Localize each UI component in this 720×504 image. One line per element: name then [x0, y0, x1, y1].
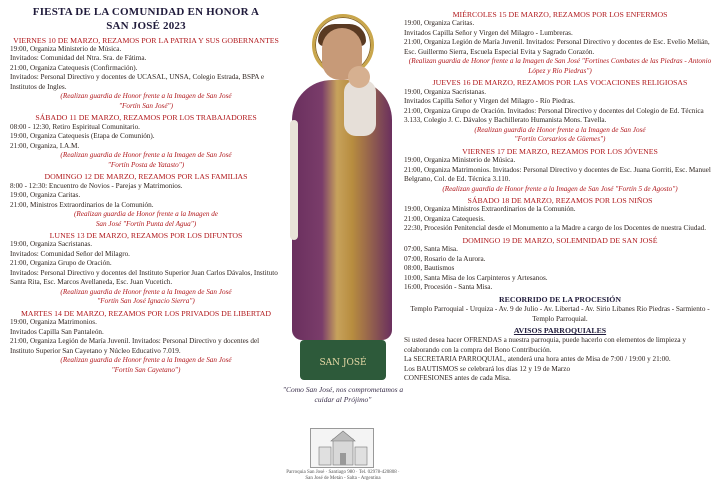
honor-guard-note: (Realizan guardia de Honor frente a la Imagen de San José "Fortín 5 de Agosto")	[442, 184, 678, 193]
schedule-line: 19:00, Organiza Ministerio de Música.	[404, 156, 516, 165]
honor-guard-note: (Realizan guardia de Honor frente a la Imagen de San José	[60, 92, 232, 101]
schedule-line: Invitados Capilla Señor y Virgen del Milagro - Lumbreras.	[404, 28, 573, 37]
child-head	[348, 66, 370, 88]
honor-guard-note: "Fortín Posta de Yatasto")	[107, 160, 185, 169]
honor-guard-note: San José "Fortín Punta del Agua")	[95, 219, 197, 228]
statue-label: SAN JOSÉ	[319, 358, 367, 368]
day-heading: MIÉRCOLES 15 DE MARZO, REZAMOS POR LOS ENFERMOS	[452, 10, 668, 19]
schedule-line: 10:00, Santa Misa de los Carpinteros y Artesanos.	[404, 273, 548, 282]
schedule-line: 21:00, Organiza Legión de María Juvenil. Invitados: Personal Directivo y docentes de Esc. Evelio Melián, Esc. Guillermo Sierra, Escuela Especial Evita y Sagrado Corazón.	[404, 38, 710, 56]
schedule-line: 22:30, Procesión Penitencial desde el Monumento a la Madre a cargo de los Docentes de nuestra Ciudad.	[404, 224, 707, 233]
honor-guard-note: "Fortín San José Ignacio Sierra")	[97, 297, 195, 306]
schedule-line: 19:00, Organiza Caritas.	[10, 191, 81, 200]
day-heading: DOMINGO 19 DE MARZO, SOLEMNIDAD DE SAN JOSÉ	[462, 235, 658, 245]
day-heading: SÁBADO 11 DE MARZO, REZAMOS POR LOS TRABAJADORES	[35, 113, 257, 123]
honor-guard-note: (Realizan guardia de Honor frente a la Imagen de San José	[60, 151, 232, 160]
schedule-line: Invitados Capilla San Pantaleón.	[10, 327, 104, 336]
schedule-line: 19:00, Organiza Catequesis (Etapa de Comunión).	[10, 132, 155, 141]
right-column	[404, 0, 716, 384]
day-heading: LUNES 13 DE MARZO, REZAMOS POR LOS DIFUNTOS	[49, 231, 243, 241]
child-figure	[344, 80, 376, 136]
schedule-line: 08:00 - 12:30, Retiro Espiritual Comunitario.	[10, 122, 140, 131]
honor-guard-note: (Realizan guardia de Honor frente a la Imagen de San José	[60, 287, 232, 296]
schedule-line: 21:00, Organiza Grupo de Oración. Invitados: Personal Directivo y docentes del Colegio de Ed. Técnica 3.133, Colegio J. C. Dávalos y Bachillerato Humanista Mons. Tavella.	[404, 106, 704, 125]
schedule-line: 21:00, Organiza Grupo de Oración.	[10, 259, 112, 268]
schedule-line: 21:00, Organiza, I.A.M.	[10, 141, 80, 150]
left-sections	[10, 36, 282, 376]
notices	[404, 336, 716, 384]
schedule-line: 21:00, Organiza Legión de María Juvenil. Invitados: Personal Directivo y docentes del Instituto Superior San Cayetano y Núcleo Educativo 7.019.	[10, 337, 260, 355]
day-heading: VIERNES 17 DE MARZO, REZAMOS POR LOS JÓVENES	[462, 146, 658, 156]
schedule-line: Invitados: Personal Directivo y docentes de UCASAL, UNSA, Colegio Estrada, BSPA e Institutos de Ingles.	[10, 73, 265, 91]
schedule-line: Invitados Capilla Señor y Virgen del Milagro - Río Piedras.	[404, 97, 575, 106]
right-sections	[404, 10, 716, 293]
schedule-line: 08:00, Bautismos	[404, 264, 455, 273]
schedule-line: 19:00, Organiza Sacristanas.	[10, 240, 93, 249]
schedule-line: 07:00, Rosario de la Aurora.	[404, 254, 486, 263]
day-heading: DOMINGO 12 DE MARZO, REZAMOS POR LAS FAMILIAS	[44, 172, 248, 182]
schedule-line: 07:00, Santa Misa.	[404, 245, 458, 254]
day-heading: VIERNES 10 DE MARZO, REZAMOS POR LA PATRIA Y SUS GOBERNANTES	[13, 35, 279, 45]
schedule-line: 21:00, Organiza Catequesis (Confirmación).	[10, 63, 138, 72]
notice-line: Los BAUTISMOS se celebrará los días 12 y 19 de Marzo	[404, 364, 571, 373]
schedule-line: 19:00, Organiza Sacristanas.	[404, 87, 487, 96]
church-logo	[310, 428, 374, 468]
day-heading: JUEVES 16 DE MARZO, REZAMOS POR LAS VOCACIONES RELIGIOSAS	[432, 78, 688, 88]
notice-line: CONFESIONES antes de cada Misa.	[404, 374, 511, 383]
schedule-line: Invitados: Comunidad del Ntra. Sra. de Fátima.	[10, 54, 147, 63]
schedule-line: Invitados: Comunidad Señor del Milagro.	[10, 249, 130, 258]
honor-guard-note: (Realizan guardia de Honor frente a la Imagen de San José	[60, 356, 232, 365]
saint-image	[282, 0, 404, 504]
notice-line: Si usted desea hacer OFRENDAS a nuestra parroquia, puede hacerlo con elementos de limpieza y colaborando con la compra del Bono Contribución.	[404, 336, 687, 354]
quote-text: "Como San José, nos comprometamos a cuidar al Prójimo"	[282, 385, 404, 404]
lily-stem	[290, 120, 298, 240]
schedule-line: 19:00, Organiza Ministros Extraordinarios de la Comunión.	[404, 205, 576, 214]
schedule-line: 21:00, Organiza Matrimonios. Invitados: Personal Directivo y docentes de Esc. Juana Gorriti, Esc. Manuel Belgrano, Col. de Ed. Técnica 3.110.	[404, 165, 711, 184]
schedule-line: 16:00, Procesión - Santa Misa.	[404, 283, 493, 292]
schedule-line: 21:00, Organiza Catequesis.	[404, 214, 485, 223]
procession-route: Templo Parroquial - Urquiza - Av. 9 de Julio - Av. Libertad - Av. Sirio Libanes Rio Piedras - Sarmiento - Templo Parroquial.	[410, 305, 710, 323]
schedule-line: 21:00, Ministros Extraordinarios de la Comunión.	[10, 200, 154, 209]
day-heading: MARTES 14 DE MARZO, REZAMOS POR LOS PRIVADOS DE LIBERTAD	[21, 308, 271, 318]
notices-title: AVISOS PARROQUIALES	[513, 326, 607, 335]
page-title: FIESTA DE LA COMUNIDAD EN HONOR A SAN JOSÉ 2023	[32, 6, 260, 32]
schedule-line: 19:00, Organiza Caritas.	[404, 19, 475, 28]
honor-guard-note: "Fortín San Cayetano")	[111, 365, 181, 374]
statue-robe	[292, 80, 392, 340]
day-heading: SÁBADO 18 DE MARZO, REZAMOS POR LOS NIÑOS	[467, 196, 653, 206]
schedule-line: 8:00 - 12:30: Encuentro de Novios - Parejas y Matrimonios.	[10, 181, 183, 190]
honor-guard-note: "Fortín Corsarios de Güemes")	[514, 135, 606, 144]
schedule-line: 19:00, Organiza Matrimonios.	[10, 318, 97, 327]
church-caption: Parroquia San José · Santiago 980 · Tel. 02978-420808 · San José de Metán - Salta - Argentina	[286, 470, 400, 481]
notice-line: La SECRETARIA PARROQUIAL, atenderá una hora antes de Misa de 7:00 / 19:00 y 21:00.	[404, 355, 671, 364]
left-column	[10, 0, 282, 375]
honor-guard-note: (Realizan guardia de Honor frente a la Imagen de	[74, 210, 218, 219]
honor-guard-note: (Realizan guardia de Honor frente a la Imagen de San José "Fortines Combates de las Piedras - Antonio López y Río Piedras")	[408, 57, 712, 75]
schedule-line: 19:00, Organiza Ministerio de Música.	[10, 44, 122, 53]
schedule-line: Invitados: Personal Directivo y docentes del Instituto Superior Juan Carlos Dávalos, Instituto Santa Rita, Esc. Marcos Avellaneda, Esc. Juan Vucetich.	[10, 268, 278, 287]
honor-guard-note: "Fortín San José")	[119, 101, 173, 110]
honor-guard-note: (Realizan guardia de Honor frente a la Imagen de San José	[474, 125, 646, 134]
procession-title: RECORRIDO DE LA PROCESIÓN	[499, 294, 621, 304]
